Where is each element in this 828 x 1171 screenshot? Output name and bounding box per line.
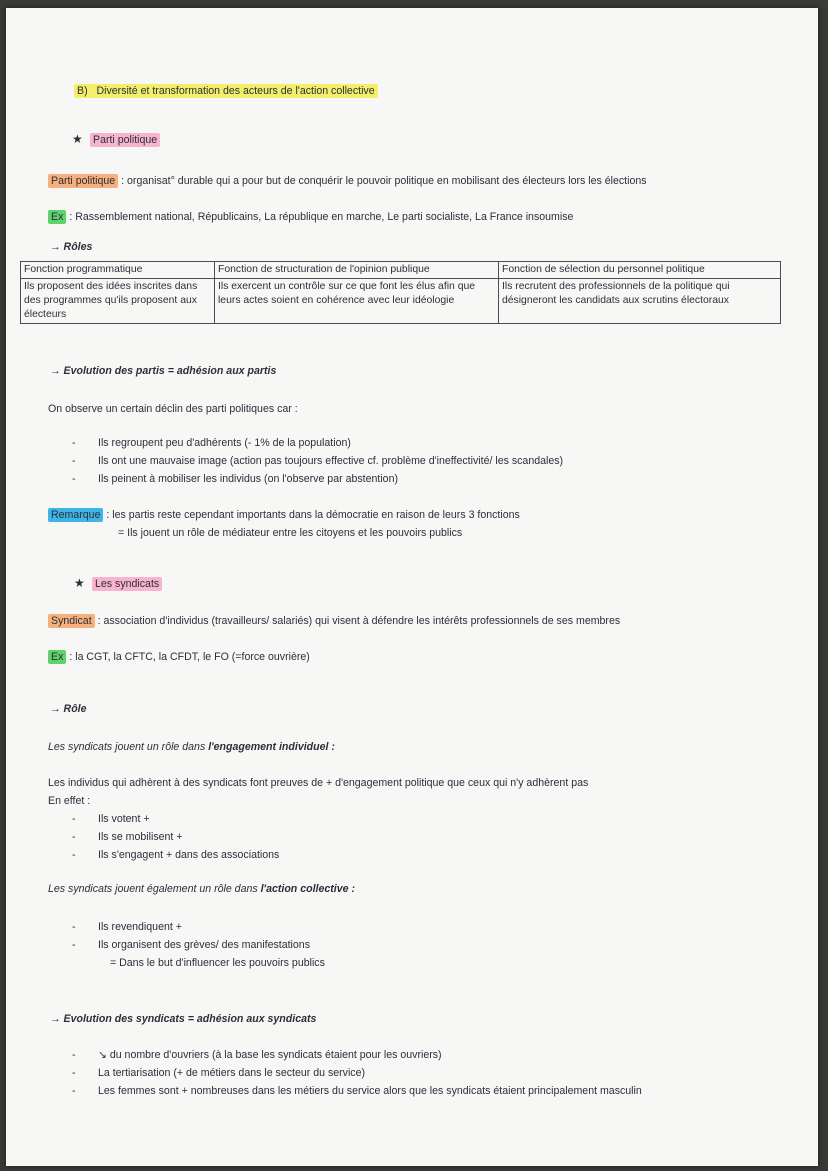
roles-table-row — [21, 279, 781, 324]
role-collective-heading — [48, 882, 355, 896]
remark-label: Remarque — [48, 508, 103, 522]
syndicat-def-text: : association d'individus (travailleurs/ salariés) qui visent à défendre les intérêts professionnels de ses membres — [97, 615, 621, 627]
dash-bullet: - — [72, 921, 76, 933]
dash-bullet: - — [72, 437, 76, 449]
list-item-text: La tertiarisation (+ de métiers dans le secteur du service) — [98, 1067, 366, 1079]
parti-heading — [72, 132, 160, 147]
star-bullet-icon: ★ — [74, 576, 85, 590]
roles-table — [20, 261, 781, 324]
list-item — [72, 436, 351, 450]
list-item — [72, 848, 280, 862]
table-header-cell: Fonction programmatique — [21, 262, 215, 279]
parti-ex-label: Ex — [48, 210, 66, 224]
dash-bullet: - — [72, 1067, 76, 1079]
parti-evolution-heading: → Evolution des partis = adhésion aux partis — [50, 365, 277, 377]
section-title-text: Diversité et transformation des acteurs de l'action collective — [96, 85, 375, 97]
table-cell: Ils proposent des idées inscrites dans des programmes qu'ils proposent aux électeurs — [21, 279, 215, 324]
syndicats-heading — [74, 576, 162, 591]
list-item — [72, 830, 183, 844]
list-item — [72, 920, 182, 934]
syndicat-example — [48, 650, 310, 664]
role-individuel-heading — [48, 740, 335, 754]
section-title-highlight — [74, 84, 378, 98]
list-item-text: Ils votent + — [98, 813, 150, 825]
document-page — [6, 8, 818, 1166]
list-item-text: Ils organisent des grèves/ des manifestations — [98, 939, 310, 951]
dash-bullet: - — [72, 473, 76, 485]
role-collective-bold: l'action collective : — [260, 883, 355, 895]
role-individuel-bold: l'engagement individuel : — [208, 741, 335, 753]
list-item-text: Ils regroupent peu d'adhérents (- 1% de la population) — [98, 437, 351, 449]
parti-example — [48, 210, 573, 224]
list-item — [72, 1084, 642, 1098]
en-effet-text: En effet : — [48, 795, 91, 807]
role-individuel-text: Les individus qui adhèrent à des syndicats font preuves de + d'engagement politique que ceux qui n'y adhèrent pas — [48, 777, 589, 789]
dash-bullet: - — [72, 849, 76, 861]
list-item — [72, 812, 150, 826]
dash-bullet: - — [72, 1085, 76, 1097]
syndicat-ex-text: : la CGT, la CFTC, la CFDT, le FO (=force ouvrière) — [69, 651, 310, 663]
table-cell: Ils exercent un contrôle sur ce que font les élus afin que leurs actes soient en cohérence avec leur idéologie — [215, 279, 499, 324]
list-item — [72, 1066, 366, 1080]
remark-text-2: = Ils jouent un rôle de médiateur entre les citoyens et les pouvoirs publics — [118, 527, 463, 539]
syndicats-evolution-heading: → Evolution des syndicats = adhésion aux syndicats — [50, 1013, 317, 1025]
roles-label: → Rôles — [50, 241, 93, 253]
parti-def-term: Parti politique — [48, 174, 118, 188]
role-collective-prefix: Les syndicats jouent également un rôle dans — [48, 883, 261, 895]
section-title — [74, 84, 378, 98]
dash-bullet: - — [72, 813, 76, 825]
dash-bullet: - — [72, 455, 76, 467]
list-item-text: Ils peinent à mobiliser les individus (on l'observe par abstention) — [98, 473, 398, 485]
syndicat-def-term: Syndicat — [48, 614, 95, 628]
role-individuel-prefix: Les syndicats jouent un rôle dans — [48, 741, 209, 753]
list-item-text: Ils se mobilisent + — [98, 831, 183, 843]
list-item-text: Ils revendiquent + — [98, 921, 182, 933]
list-item — [72, 454, 564, 468]
table-header-cell: Fonction de sélection du personnel politique — [499, 262, 781, 279]
dash-bullet: - — [72, 831, 76, 843]
table-header-cell: Fonction de structuration de l'opinion publique — [215, 262, 499, 279]
star-bullet-icon: ★ — [72, 132, 83, 146]
parti-evolution-intro: On observe un certain déclin des parti politiques car : — [48, 403, 298, 415]
remark-text: : les partis reste cependant importants dans la démocratie en raison de leurs 3 fonctions — [106, 509, 520, 521]
syndicat-ex-label: Ex — [48, 650, 66, 664]
remark — [48, 508, 520, 522]
role-label: → Rôle — [50, 703, 87, 715]
dash-bullet: - — [72, 1049, 76, 1061]
list-item — [72, 472, 398, 486]
collective-conclusion: = Dans le but d'influencer les pouvoirs publics — [110, 957, 325, 969]
list-item — [72, 1048, 442, 1062]
roles-table-header-row — [21, 262, 781, 279]
parti-def-text: : organisat° durable qui a pour but de conquérir le pouvoir politique en mobilisant des électeurs lors les élections — [121, 175, 647, 187]
list-item-text: Les femmes sont + nombreuses dans les métiers du service alors que les syndicats étaient principalement masculin — [98, 1085, 642, 1097]
dash-bullet: - — [72, 939, 76, 951]
list-item-text: Ils s'engagent + dans des associations — [98, 849, 280, 861]
parti-definition — [48, 174, 647, 188]
list-item-text: ↘ du nombre d'ouvriers (à la base les syndicats étaient pour les ouvriers) — [98, 1049, 442, 1061]
list-item-text: Ils ont une mauvaise image (action pas toujours effective cf. problème d'ineffectivité/ les scandales) — [98, 455, 564, 467]
list-item — [72, 938, 310, 952]
parti-ex-text: : Rassemblement national, Républicains, La république en marche, Le parti socialiste, La France insoumise — [69, 211, 574, 223]
table-cell: Ils recrutent des professionnels de la politique qui désigneront les candidats aux scrutins électoraux — [499, 279, 781, 324]
syndicat-definition — [48, 614, 620, 628]
section-letter: B) — [77, 85, 88, 97]
syndicats-heading-text: Les syndicats — [92, 577, 162, 591]
parti-heading-text: Parti politique — [90, 133, 160, 147]
